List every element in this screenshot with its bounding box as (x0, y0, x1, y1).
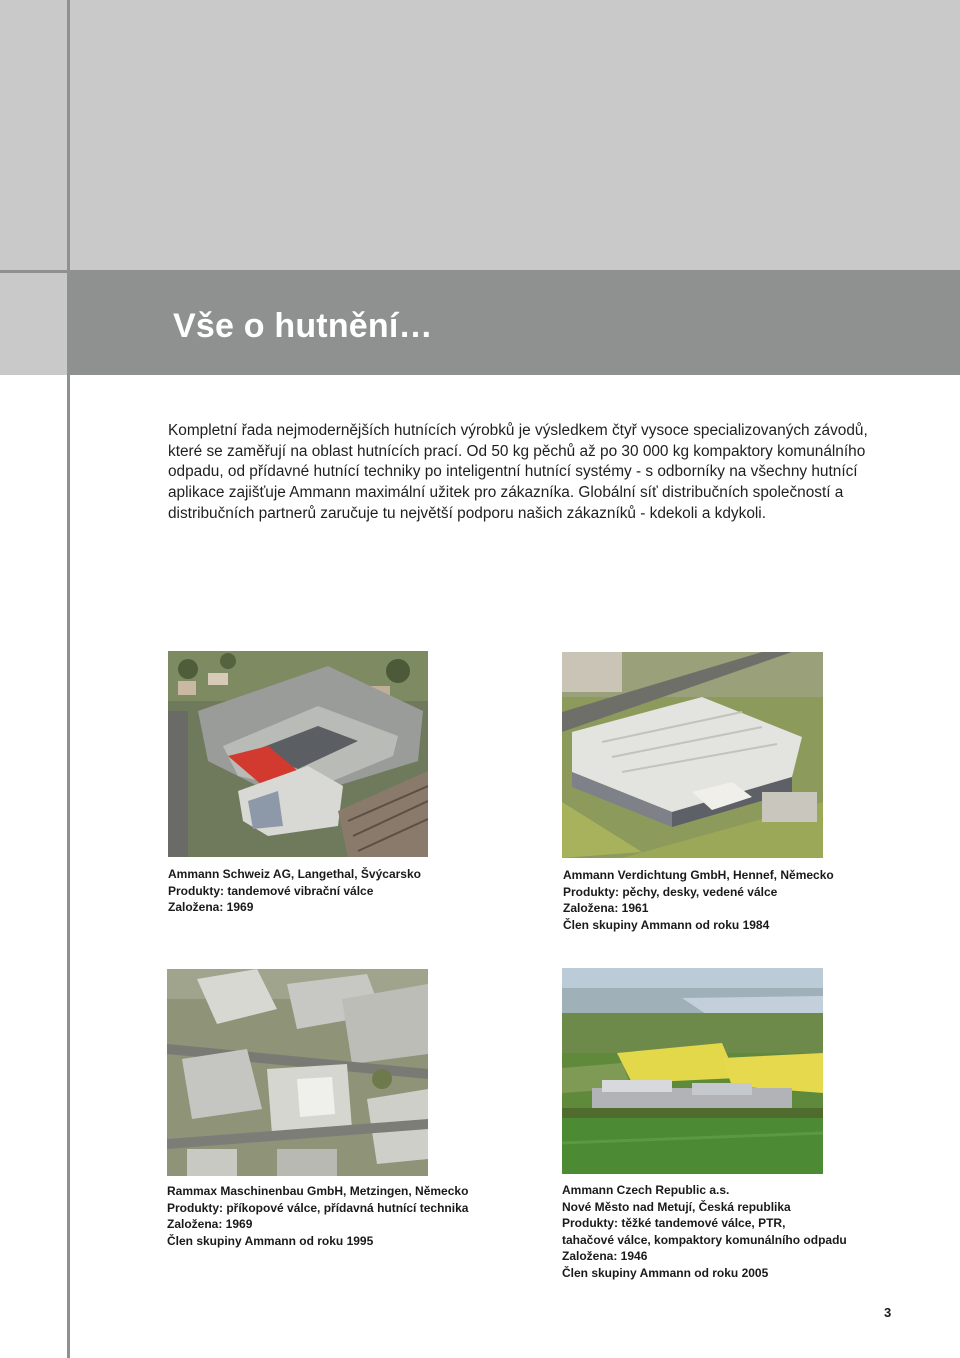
page-number: 3 (884, 1305, 892, 1320)
caption-ammann-czech (562, 1182, 847, 1282)
caption-line: Založena: 1969 (167, 1217, 253, 1232)
intro-paragraph: Kompletní řada nejmodernějších hutnících výrobků je výsledkem čtyř vysoce specializovaných závodů, které se zaměřují na oblast hutnících prací. Od 50 kg pěchů až po 30 000 kg kompaktory komunálního odpadu, od přídavné hutnící techniky po inteligentní hutnící systémy - s odborníky na všechny hutnící aplikace zajišťuje Ammann maximální užitek pro zákazníka. Globální síť distribučních společností a distribučních partnerů zaručuje tu největší podporu našich zákazníků - kdekoli a kdykoli. (168, 422, 868, 522)
caption-line: Produkty: pěchy, desky, vedené válce (563, 884, 778, 899)
caption-line: Založena: 1969 (168, 900, 254, 915)
caption-line: Produkty: příkopové válce, přídavná hutnící technika (167, 1200, 469, 1215)
caption-ammann-schweiz (168, 866, 421, 916)
caption-line: Produkty: těžké tandemové válce, PTR, (562, 1216, 786, 1231)
photo-ammann-czech-aerial (562, 968, 823, 1174)
photo-rammax-aerial (167, 969, 428, 1176)
caption-line: Nové Město nad Metují, Česká republika (562, 1199, 791, 1214)
caption-line: Produkty: tandemové vibrační válce (168, 883, 374, 898)
photo-ammann-schweiz-aerial (168, 651, 428, 857)
horizontal-divider (0, 270, 960, 273)
page-title: Vše o hutnění… (173, 307, 433, 345)
caption-line: tahačové válce, kompaktory komunálního odpadu (562, 1232, 847, 1247)
caption-line: Založena: 1961 (563, 901, 649, 916)
photo-ammann-verdichtung-aerial (562, 652, 823, 858)
caption-ammann-verdichtung (563, 867, 834, 933)
caption-line: Ammann Verdichtung GmbH, Hennef, Německo (563, 868, 834, 882)
caption-line: Člen skupiny Ammann od roku 1984 (563, 917, 770, 932)
caption-line: Rammax Maschinenbau GmbH, Metzingen, Německo (167, 1184, 469, 1198)
left-gray-strip (0, 270, 68, 375)
top-gray-band (0, 0, 960, 270)
caption-line: Člen skupiny Ammann od roku 2005 (562, 1265, 769, 1280)
caption-line: Založena: 1946 (562, 1249, 648, 1264)
caption-line: Člen skupiny Ammann od roku 1995 (167, 1233, 374, 1248)
caption-line: Ammann Czech Republic a.s. (562, 1183, 730, 1197)
caption-rammax (167, 1183, 468, 1249)
caption-line: Ammann Schweiz AG, Langethal, Švýcarsko (168, 867, 421, 881)
title-band (70, 273, 960, 375)
vertical-divider (67, 0, 70, 1358)
